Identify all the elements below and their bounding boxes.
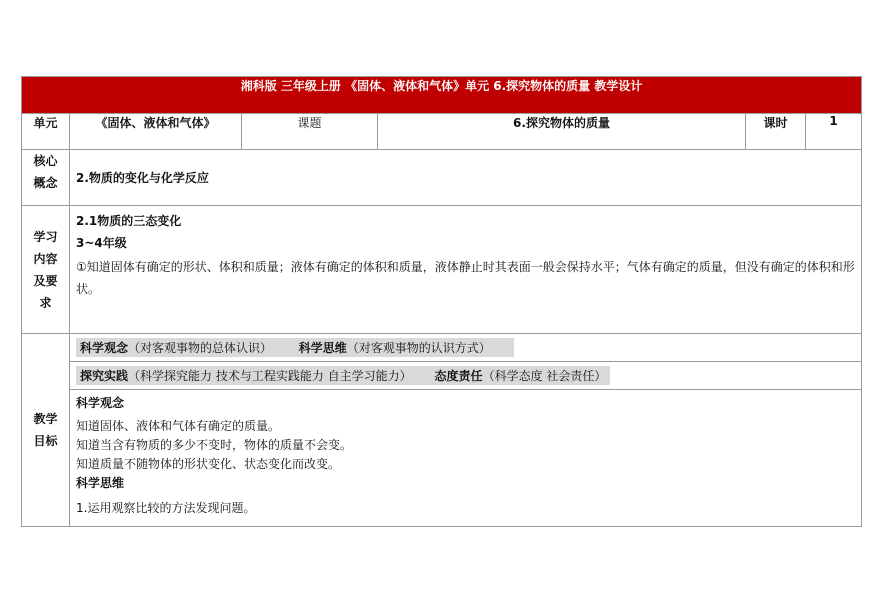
goal-dimensions-row-1 bbox=[22, 334, 862, 362]
science-thinking-heading: 科学思维 bbox=[76, 476, 125, 490]
thinking-line-1: 1.运用观察比较的方法发现问题。 bbox=[76, 501, 256, 515]
thinking-dimension-desc: （对客观事物的认识方式） bbox=[346, 341, 491, 355]
lesson-plan-document bbox=[21, 76, 861, 527]
science-concept-heading: 科学观念 bbox=[76, 396, 125, 410]
practice-dimension-desc: （科学探究能力 技术与工程实践能力 自主学习能力） bbox=[128, 369, 412, 383]
practice-dimension-title: 探究实践 bbox=[80, 369, 129, 383]
core-concept-label: 核心 概念 bbox=[22, 150, 70, 206]
learning-requirement: ①知道固体有确定的形状、体积和质量；液体有确定的体积和质量，液体静止时其表面一般会保持水平；气体有确定的质量，但没有确定的体积和形状。 bbox=[76, 260, 855, 296]
title-row bbox=[22, 77, 862, 114]
concept-dimension-title: 科学观念 bbox=[80, 341, 129, 355]
learning-grade: 3~4年级 bbox=[76, 236, 127, 250]
topic-value: 6.探究物体的质量 bbox=[378, 114, 746, 150]
period-label: 课时 bbox=[746, 114, 806, 150]
concept-line-2: 知道当含有物质的多少不变时，物体的质量不会变。 bbox=[76, 438, 353, 452]
teaching-goals-label: 教学 目标 bbox=[22, 334, 70, 527]
unit-value: 《固体、液体和气体》 bbox=[70, 114, 242, 150]
core-concept-row bbox=[22, 150, 862, 206]
core-concept-value: 2.物质的变化与化学反应 bbox=[76, 170, 209, 185]
attitude-dimension-title: 态度责任 bbox=[434, 369, 483, 383]
learning-standard: 2.1物质的三态变化 bbox=[76, 214, 182, 228]
goal-details-row bbox=[22, 390, 862, 527]
concept-dimension-desc: （对客观事物的总体认识） bbox=[128, 341, 273, 355]
topic-label: 课题 bbox=[242, 114, 378, 150]
goal-dimension-highlight-1 bbox=[76, 338, 514, 357]
attitude-dimension-desc: （科学态度 社会责任） bbox=[482, 369, 607, 383]
goal-dimension-highlight-2 bbox=[76, 366, 610, 385]
period-value: 1 bbox=[806, 114, 862, 150]
concept-line-3: 知道质量不随物体的形状变化、状态变化而改变。 bbox=[76, 457, 341, 471]
concept-line-1: 知道固体、液体和气体有确定的质量。 bbox=[76, 419, 281, 433]
thinking-dimension-title: 科学思维 bbox=[298, 341, 347, 355]
learning-content-row bbox=[22, 206, 862, 334]
goal-dimensions-row-2 bbox=[22, 362, 862, 390]
lesson-plan-table bbox=[21, 76, 862, 527]
learning-content-label: 学习 内容 及要 求 bbox=[22, 206, 70, 334]
document-title: 湘科版 三年级上册 《固体、液体和气体》单元 6.探究物体的质量 教学设计 bbox=[22, 77, 862, 114]
header-row bbox=[22, 114, 862, 150]
unit-label: 单元 bbox=[22, 114, 70, 150]
